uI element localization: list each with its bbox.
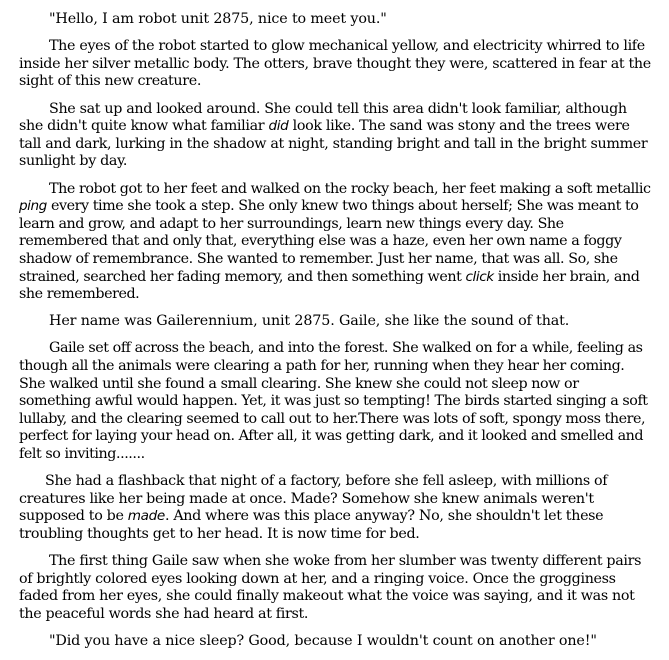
paragraph-text: The first thing Gaile saw when she woke from her slumber was twenty different pairs of brightly colored eyes looking down at her, and a ringing voice. Once the grogginess faded from her eyes, she could finally makeout what the voice was saying, and it was not the peaceful words she had heard at first. xyxy=(19,553,642,622)
paragraph-text: She sat up and looked around. She could tell this area didn't look familiar, although she didn't quite know what familiar xyxy=(19,100,627,135)
paragraph-1 xyxy=(19,11,651,29)
paragraph-text: Her name was Gailerennium, unit 2875. Gaile, she like the sound of that. xyxy=(49,313,570,330)
emphasis-ping: ping xyxy=(19,198,47,215)
paragraph-3 xyxy=(19,101,651,171)
paragraph-6 xyxy=(19,340,651,463)
paragraph-9 xyxy=(19,633,651,651)
paragraph-text: "Did you have a nice sleep? Good, because I wouldn't count on another one!" xyxy=(49,633,597,650)
paragraph-text: . And where was this place anyway? No, she shouldn't let these troubling thoughts get to her head. It is now time for bed. xyxy=(19,508,604,542)
paragraph-text: She had a flashback that night of a factory, before she fell asleep, with millions of creatures like her being made at once. Made? Somehow she knew animals weren't supposed to be xyxy=(19,473,608,525)
paragraph-text: Gaile set off across the beach, and into the forest. She walked on for a while, feeling as though all the animals were clearing a path for her, running when they hear her coming. She walked until she found a small clearing. She knew she could not sleep now or something awful would happen. Yet, it was just so tempting! The birds started singing a soft lullaby, and the clearing seemed to call out to her.There was lots of soft, spongy moss there, perfect for laying your head on. After all, it was getting dark, and it looked and smelled and felt so inviting....... xyxy=(19,340,648,463)
paragraph-text: "Hello, I am robot unit 2875, nice to meet you." xyxy=(49,11,387,27)
paragraph-2 xyxy=(19,38,651,91)
paragraph-text: inside her brain, and she remembered. xyxy=(19,268,640,303)
emphasis-click: click xyxy=(465,268,494,285)
emphasis-did: did xyxy=(268,118,289,135)
paragraph-text: look like. The sand was stony and the trees were tall and dark, lurking in the shadow at night, standing bright and tall in the bright summer sunlight by day. xyxy=(19,118,648,170)
paragraph-text: every time she took a step. She only knew two things about herself; She was meant to learn and grow, and adapt to her surroundings, learn new things every day. She remembered that and only that, everything else was a haze, even her own name a foggy shadow of remembrance. She wanted to remember. Just her name, that was all. So, she strained, searched her fading memory, and then something went xyxy=(19,198,639,285)
paragraph-5 xyxy=(19,313,651,331)
paragraph-text: The eyes of the robot started to glow mechanical yellow, and electricity whirred to life inside her silver metallic body. The otters, brave thought they were, scattered in fear at the sight of this new creature. xyxy=(19,38,651,90)
paragraph-7 xyxy=(19,473,651,543)
paragraph-text: The robot got to her feet and walked on the rocky beach, her feet making a soft metallic xyxy=(49,180,651,197)
paragraph-8 xyxy=(19,553,651,623)
emphasis-made: made xyxy=(127,508,165,525)
story-text xyxy=(19,11,651,660)
paragraph-4 xyxy=(19,181,651,304)
